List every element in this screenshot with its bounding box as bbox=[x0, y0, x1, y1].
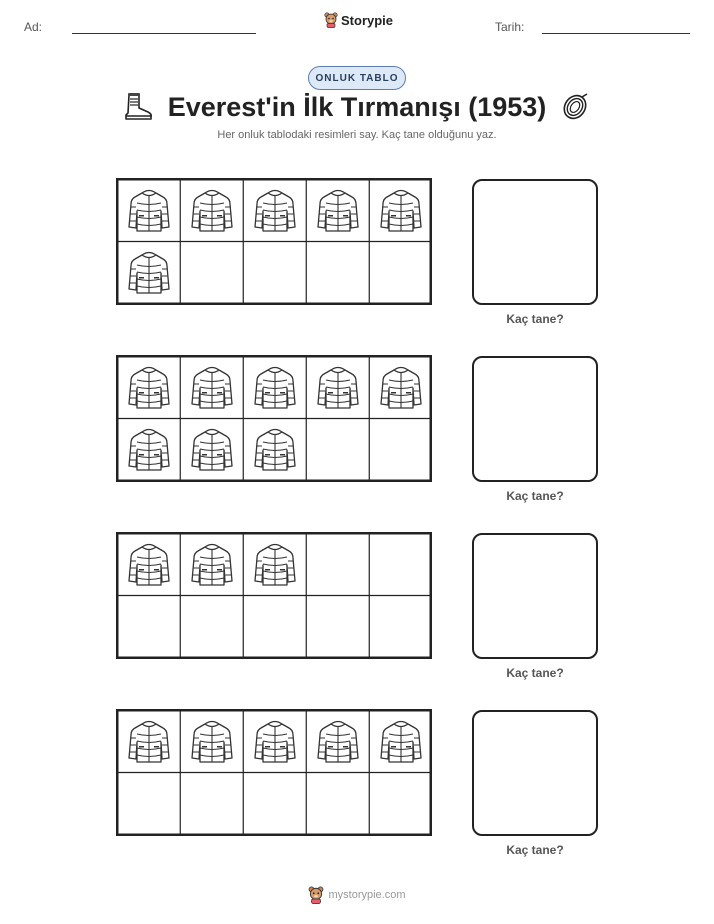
footer-url: mystorypie.com bbox=[328, 889, 406, 901]
bear-mascot-icon bbox=[324, 12, 338, 28]
ten-frame-cell bbox=[117, 595, 180, 657]
ten-frame-cell bbox=[243, 241, 306, 303]
puffer-jacket-icon bbox=[316, 364, 360, 410]
page-title: Everest'in İlk Tırmanışı (1953) bbox=[167, 92, 547, 122]
ten-frame-cell bbox=[306, 179, 369, 241]
puffer-jacket-icon bbox=[379, 187, 423, 233]
ten-frame-cell bbox=[117, 772, 180, 834]
worksheet-type-badge: ONLUK TABLO bbox=[308, 66, 406, 90]
puffer-jacket-icon bbox=[316, 187, 360, 233]
puffer-jacket-icon bbox=[253, 364, 297, 410]
how-many-label: Kaç tane? bbox=[506, 312, 564, 326]
ten-frame-cell bbox=[180, 533, 243, 595]
ten-frame-cell bbox=[117, 710, 180, 772]
ten-frame-cell bbox=[369, 772, 432, 834]
puffer-jacket-icon bbox=[190, 187, 234, 233]
ten-frame bbox=[116, 709, 432, 836]
ten-frame-cell bbox=[180, 710, 243, 772]
answer-box[interactable] bbox=[472, 533, 598, 659]
puffer-jacket-icon bbox=[190, 541, 234, 587]
bear-mascot-icon bbox=[308, 886, 324, 904]
puffer-jacket-icon bbox=[379, 718, 423, 764]
footer bbox=[0, 886, 714, 904]
ten-frame-cell bbox=[369, 179, 432, 241]
ten-frame-cell bbox=[369, 356, 432, 418]
puffer-jacket-icon bbox=[190, 426, 234, 472]
ten-frame-cell bbox=[306, 241, 369, 303]
puffer-jacket-icon bbox=[127, 426, 171, 472]
name-line[interactable] bbox=[72, 33, 256, 34]
ten-frame-cell bbox=[180, 418, 243, 480]
puffer-jacket-icon bbox=[253, 187, 297, 233]
name-label: Ad: bbox=[24, 20, 43, 34]
how-many-label: Kaç tane? bbox=[506, 666, 564, 680]
puffer-jacket-icon bbox=[190, 718, 234, 764]
ten-frame-cell bbox=[117, 356, 180, 418]
ten-frame-cell bbox=[306, 710, 369, 772]
ten-frame-cell bbox=[180, 179, 243, 241]
ten-frame bbox=[116, 178, 432, 305]
answer-box[interactable] bbox=[472, 179, 598, 305]
date-line[interactable] bbox=[542, 33, 690, 34]
ten-frame-cell bbox=[117, 533, 180, 595]
how-many-label: Kaç tane? bbox=[506, 489, 564, 503]
climbing-rope-icon bbox=[560, 92, 590, 122]
date-label: Tarih: bbox=[495, 20, 525, 34]
ten-frame-cell bbox=[243, 595, 306, 657]
ten-frame-cell bbox=[117, 241, 180, 303]
ten-frame-cell bbox=[243, 179, 306, 241]
puffer-jacket-icon bbox=[127, 249, 171, 295]
ten-frame-cell bbox=[243, 418, 306, 480]
puffer-jacket-icon bbox=[253, 426, 297, 472]
ten-frame-cell bbox=[117, 418, 180, 480]
ten-frame-cell bbox=[243, 710, 306, 772]
ten-frame-cell bbox=[369, 418, 432, 480]
puffer-jacket-icon bbox=[253, 718, 297, 764]
puffer-jacket-icon bbox=[316, 718, 360, 764]
ten-frame-cell bbox=[243, 356, 306, 418]
ten-frame bbox=[116, 355, 432, 482]
ten-frame-cell bbox=[117, 179, 180, 241]
ten-frame-cell bbox=[180, 241, 243, 303]
ten-frame-cell bbox=[369, 241, 432, 303]
ten-frame-cell bbox=[306, 418, 369, 480]
ten-frame bbox=[116, 532, 432, 659]
puffer-jacket-icon bbox=[127, 541, 171, 587]
answer-box[interactable] bbox=[472, 710, 598, 836]
ten-frame-cell bbox=[180, 356, 243, 418]
ten-frame-cell bbox=[306, 772, 369, 834]
puffer-jacket-icon bbox=[379, 364, 423, 410]
ten-frame-cell bbox=[243, 533, 306, 595]
ten-frame-cell bbox=[306, 533, 369, 595]
ten-frame-cell bbox=[243, 772, 306, 834]
how-many-label: Kaç tane? bbox=[506, 843, 564, 857]
puffer-jacket-icon bbox=[253, 541, 297, 587]
ten-frame-cell bbox=[306, 595, 369, 657]
ten-frame-cell bbox=[369, 533, 432, 595]
puffer-jacket-icon bbox=[127, 718, 171, 764]
brand-name: Storypie bbox=[341, 12, 394, 28]
brand-logo bbox=[324, 12, 393, 28]
ten-frame-cell bbox=[306, 356, 369, 418]
ten-frame-cell bbox=[180, 595, 243, 657]
ten-frame-cell bbox=[369, 710, 432, 772]
ten-frame-cell bbox=[369, 595, 432, 657]
puffer-jacket-icon bbox=[190, 364, 234, 410]
ten-frame-cell bbox=[180, 772, 243, 834]
answer-box[interactable] bbox=[472, 356, 598, 482]
puffer-jacket-icon bbox=[127, 364, 171, 410]
instructions: Her onluk tablodaki resimleri say. Kaç tane olduğunu yaz. bbox=[217, 129, 497, 141]
puffer-jacket-icon bbox=[127, 187, 171, 233]
